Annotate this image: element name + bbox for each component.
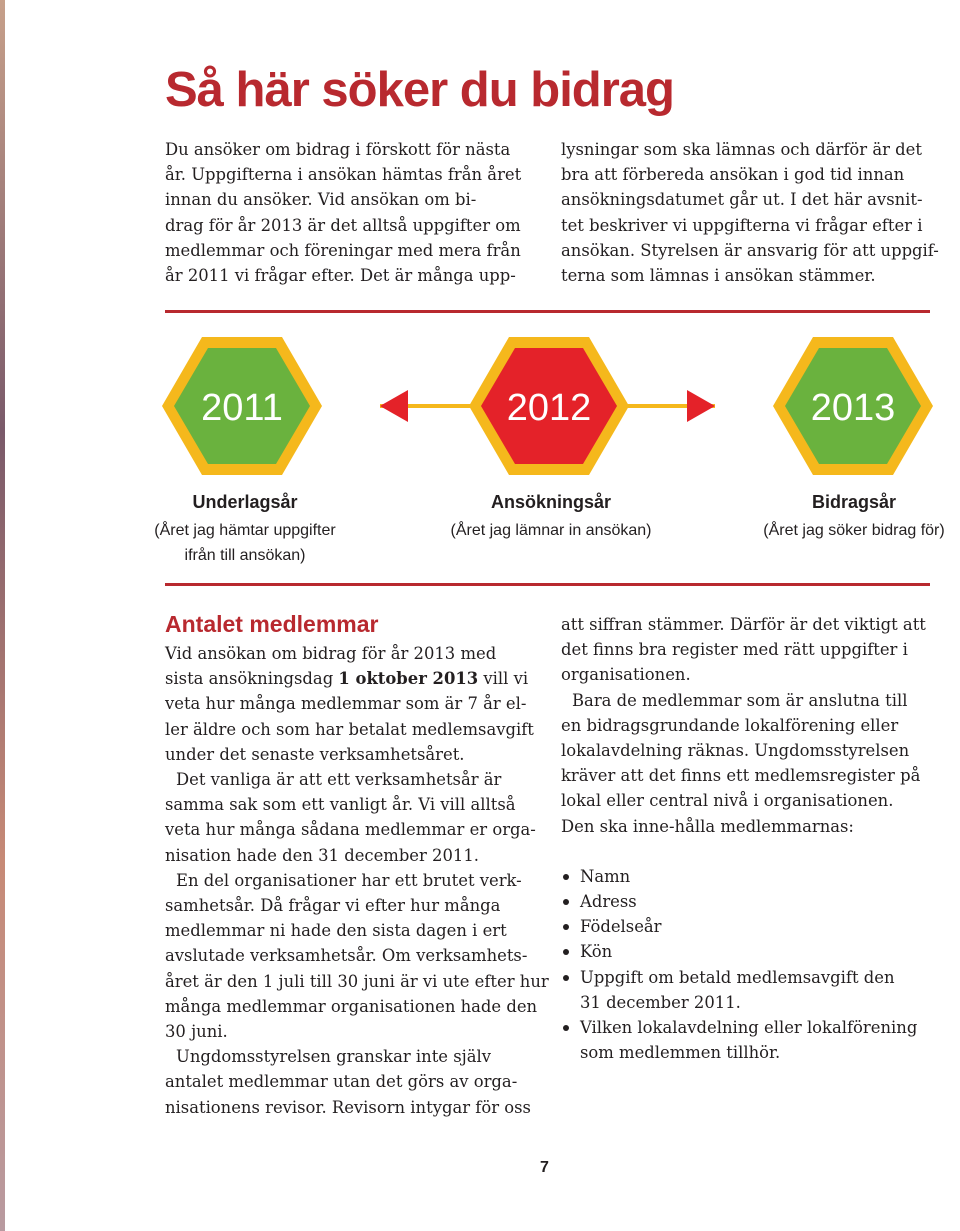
intro-line: ansökan. Styrelsen är ansvarig för att uppgif- xyxy=(561,240,939,260)
list-item-text: Födelseår xyxy=(580,917,662,937)
body-line: samhetsår. Då frågar vi efter hur många xyxy=(165,896,501,916)
intro-line: bra att förbereda ansökan i god tid innan xyxy=(561,165,905,185)
body-line: det finns bra register med rätt uppgifter i xyxy=(561,640,908,660)
page-number: 7 xyxy=(540,1159,549,1176)
body-left-column xyxy=(165,641,549,1120)
phase-description: ifrån till ansökan) xyxy=(184,547,306,564)
body-line: 30 juni. xyxy=(165,1022,228,1042)
year-timeline xyxy=(0,330,960,490)
list-item-text: Namn xyxy=(580,866,631,886)
year-hexagon-2011 xyxy=(162,337,322,475)
year-hexagon-2012 xyxy=(469,337,629,475)
arrow-left-icon xyxy=(380,390,408,422)
divider-rule-top xyxy=(165,310,930,313)
body-line: många medlemmar organisationen hade den xyxy=(165,996,538,1016)
list-item-text: Uppgift om betald medlemsavgift den xyxy=(580,967,895,987)
body-line: under det senaste verksamhetsåret. xyxy=(165,744,465,764)
body-line: antalet medlemmar utan det görs av orga- xyxy=(165,1072,518,1092)
deadline-date: 1 oktober 2013 xyxy=(338,669,479,689)
body-line: kräver att det finns ett medlemsregister på xyxy=(561,766,921,786)
body-line: nisation hade den 31 december 2011. xyxy=(165,845,479,865)
page-edge-strip xyxy=(0,0,5,1231)
body-right-column xyxy=(561,612,941,1065)
list-item xyxy=(561,864,941,889)
list-item xyxy=(561,939,941,964)
body-line: nisationens revisor. Revisorn intygar för oss xyxy=(165,1097,531,1117)
list-item xyxy=(561,965,941,1015)
list-item-text: Vilken lokalavdelning eller lokalförening xyxy=(580,1018,918,1038)
list-item xyxy=(561,889,941,914)
body-line: en bidragsgrundande lokalförening eller xyxy=(561,715,899,735)
body-line xyxy=(165,666,545,691)
body-line: veta hur många sådana medlemmar er orga- xyxy=(165,820,536,840)
phase-underlagsar xyxy=(125,490,365,568)
body-line: Vid ansökan om bidrag för år 2013 med xyxy=(165,644,497,663)
intro-line: lysningar som ska lämnas och därför är det xyxy=(561,140,922,159)
section-heading: Antalet medlemmar xyxy=(165,611,379,637)
list-item xyxy=(561,914,941,939)
phase-name: Underlagsår xyxy=(192,492,298,512)
phase-description: (Året jag söker bidrag för) xyxy=(763,522,945,539)
divider-rule-bottom xyxy=(165,583,930,586)
intro-line: terna som lämnas i ansökan stämmer. xyxy=(561,266,876,286)
body-line: veta hur många medlemmar som är 7 år el- xyxy=(165,694,527,714)
phase-description: (Året jag hämtar uppgifter xyxy=(154,522,336,539)
intro-line: drag för år 2013 är det alltså uppgifter om xyxy=(165,215,521,235)
year-label-2012: 2012 xyxy=(506,387,592,429)
page-title: Så här söker du bidrag xyxy=(165,63,674,117)
list-item-text: som medlemmen tillhör. xyxy=(580,1043,781,1063)
intro-line: innan du ansöker. Vid ansökan om bi- xyxy=(165,190,477,210)
body-line: lokal eller central nivå i organisationen. xyxy=(561,791,894,811)
body-text: vill vi xyxy=(478,669,529,689)
phase-name: Bidragsår xyxy=(811,492,897,512)
list-item-text: 31 december 2011. xyxy=(580,992,741,1012)
body-line: Ungdomsstyrelsen granskar inte själv xyxy=(176,1047,491,1067)
list-item-text: Adress xyxy=(580,892,637,912)
year-hexagon-2013 xyxy=(773,337,933,475)
intro-left-column xyxy=(165,137,545,288)
body-line: samma sak som ett vanligt år. Vi vill alltså xyxy=(165,795,516,815)
phase-bidragsar xyxy=(740,490,960,543)
body-text: sista ansökningsdag xyxy=(165,669,339,689)
arrow-right-icon xyxy=(687,390,715,422)
year-label-2011: 2011 xyxy=(201,387,283,429)
intro-line: år 2011 vi frågar efter. Det är många upp- xyxy=(165,266,516,286)
intro-line: ansökningsdatumet går ut. I det här avsnit- xyxy=(561,190,923,210)
body-line: Det vanliga är att ett verksamhetsår är xyxy=(176,770,502,790)
intro-line: Du ansöker om bidrag i förskott för nästa xyxy=(165,140,511,159)
phase-description: (Året jag lämnar in ansökan) xyxy=(450,522,652,539)
body-line: avslutade verksamhetsår. Om verksamhets- xyxy=(165,946,528,966)
intro-line: år. Uppgifterna i ansökan hämtas från året xyxy=(165,165,522,185)
year-label-2013: 2013 xyxy=(810,387,896,429)
phase-name: Ansökningsår xyxy=(490,492,612,512)
body-line: att siffran stämmer. Därför är det viktigt att xyxy=(561,615,926,634)
body-line: En del organisationer har ett brutet verk- xyxy=(176,870,522,890)
body-line: ler äldre och som har betalat medlemsavgift xyxy=(165,719,534,739)
intro-right-column xyxy=(561,137,941,288)
body-line: organisationen. xyxy=(561,665,691,685)
list-item xyxy=(561,1015,941,1065)
body-line: medlemmar ni hade den sista dagen i ert xyxy=(165,921,507,941)
body-line: året är den 1 juli till 30 juni är vi ute efter hur xyxy=(165,971,549,991)
intro-line: tet beskriver vi uppgifterna vi frågar efter i xyxy=(561,215,923,235)
body-line: Bara de medlemmar som är anslutna till xyxy=(572,690,908,710)
phase-ansokningsar xyxy=(420,490,682,543)
body-line: Den ska inne-hålla medlemmarnas: xyxy=(561,816,854,836)
member-register-fields-list xyxy=(561,864,941,1066)
body-line: lokalavdelning räknas. Ungdomsstyrelsen xyxy=(561,741,910,761)
intro-line: medlemmar och föreningar med mera från xyxy=(165,240,521,260)
list-item-text: Kön xyxy=(580,942,613,962)
